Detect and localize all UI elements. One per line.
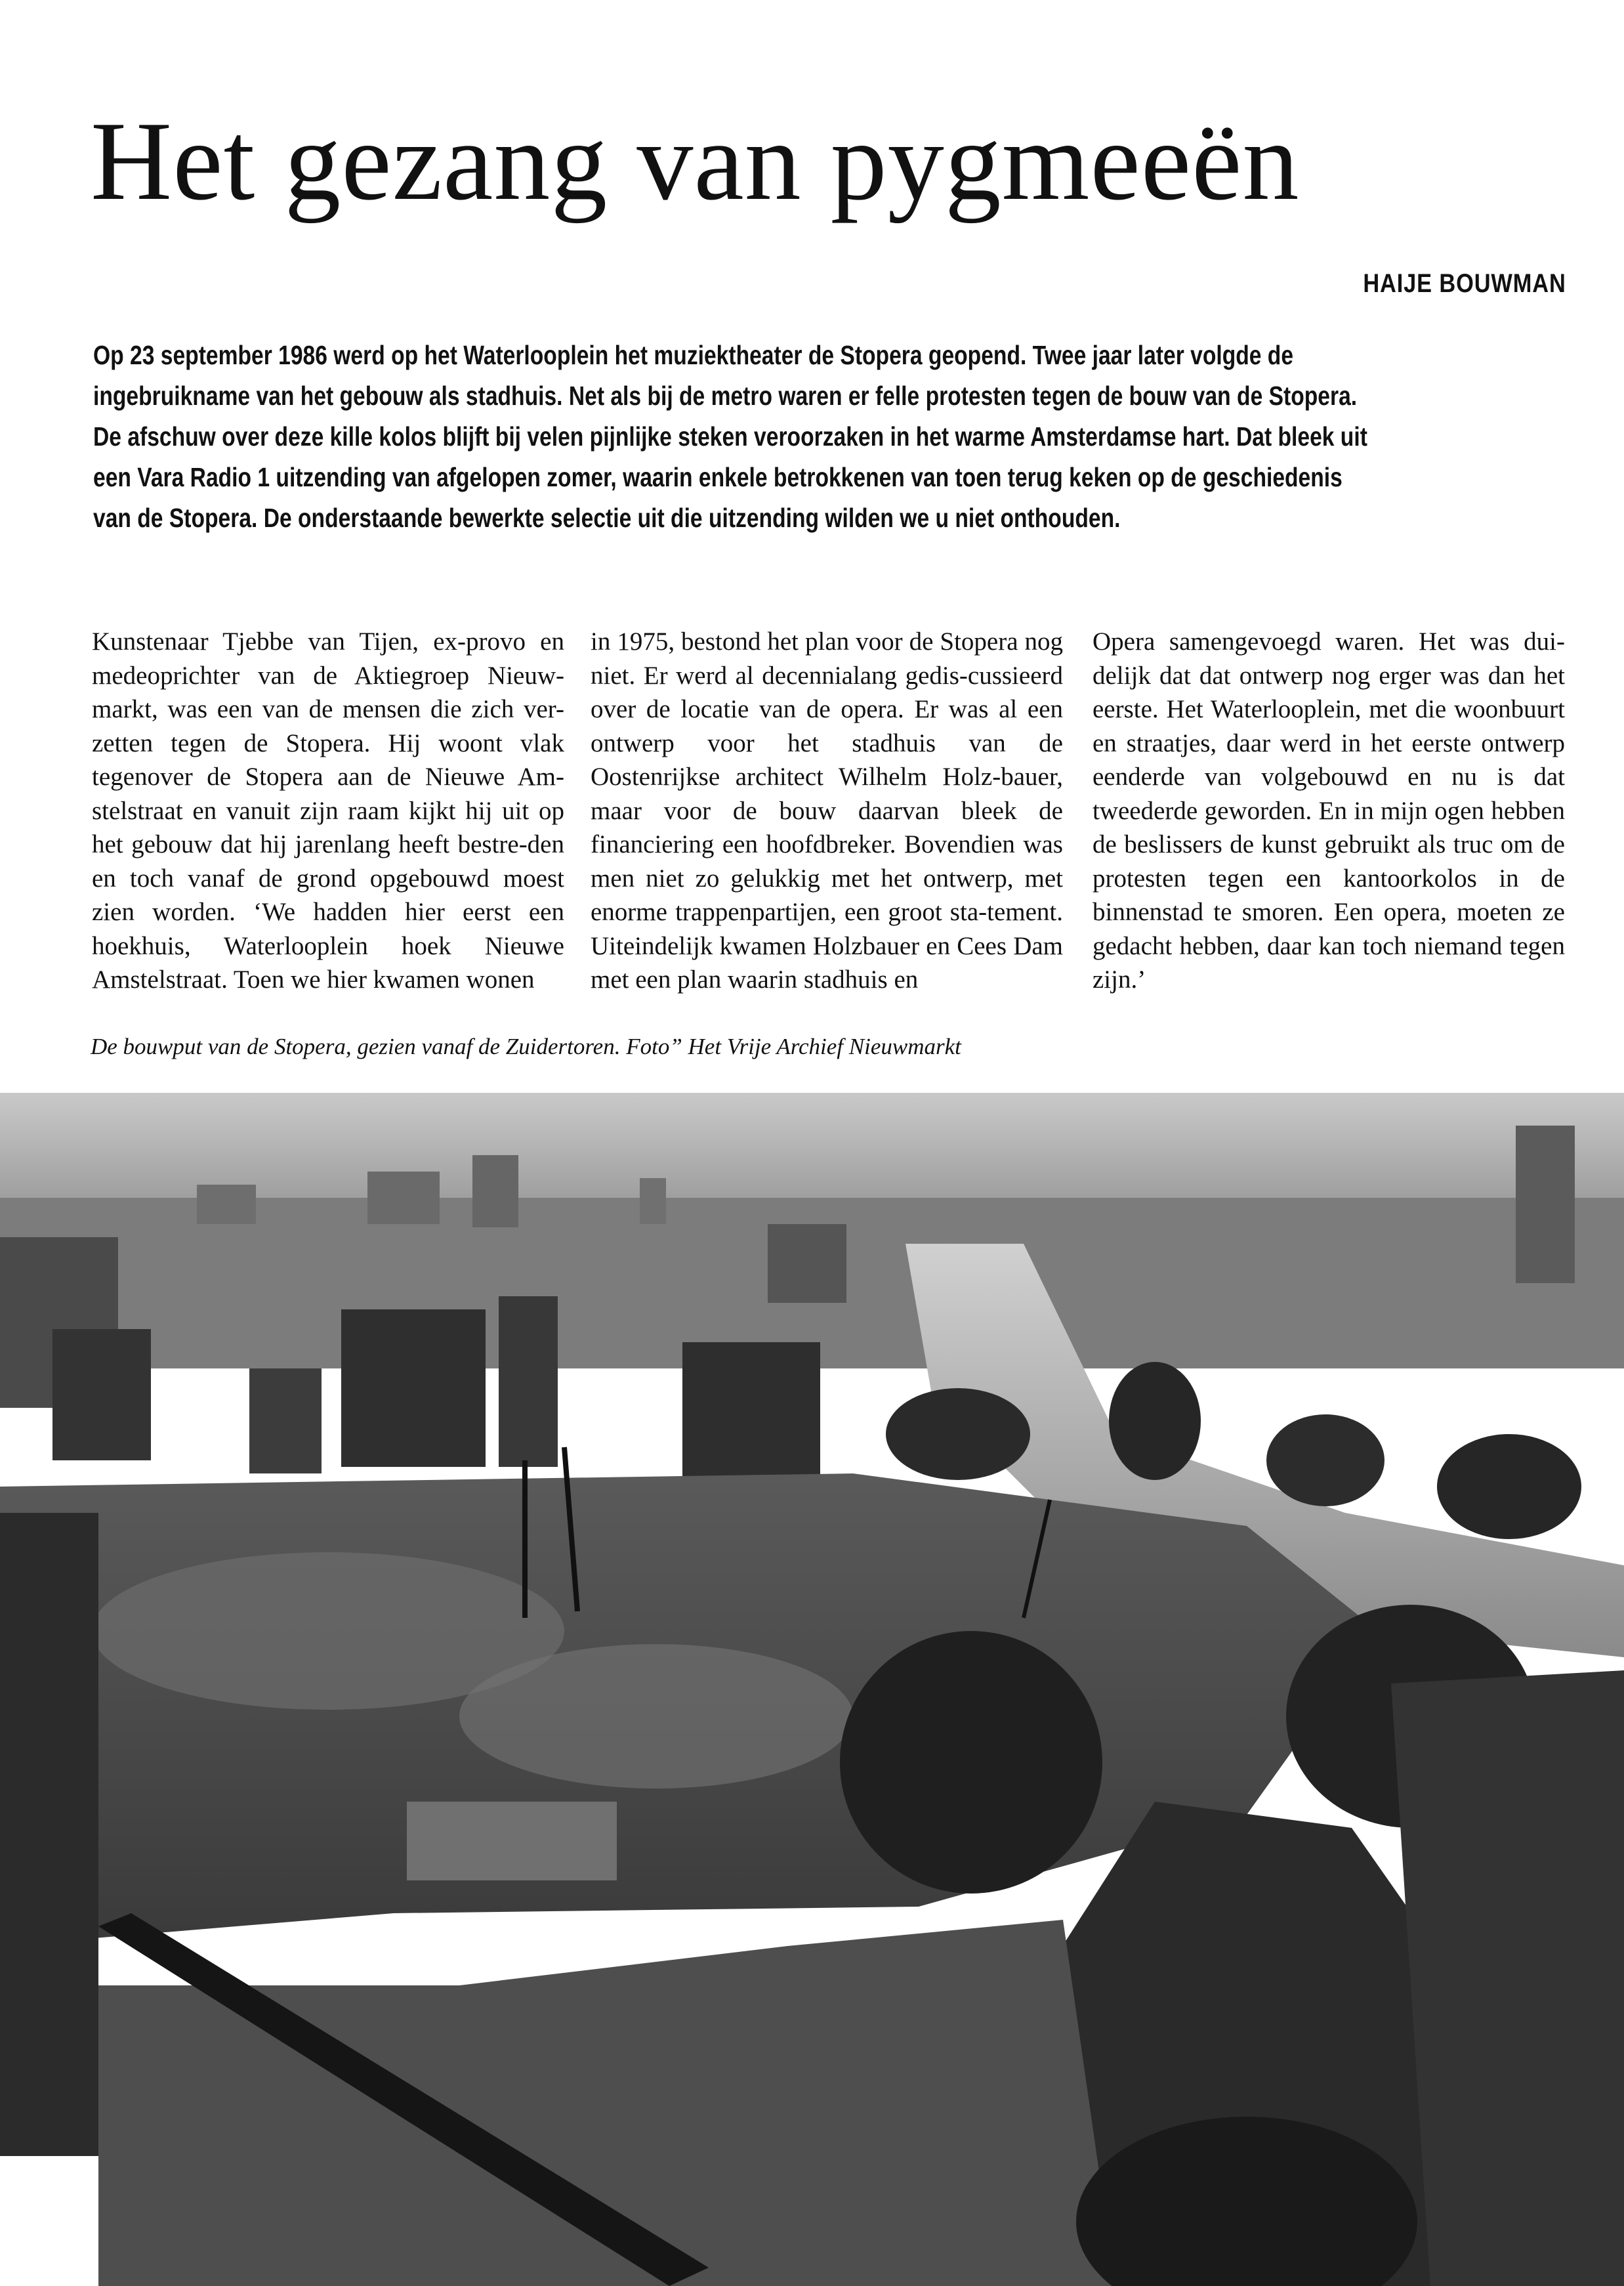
body-column-1: Kunstenaar Tjebbe van Tijen, ex-provo en medeoprichter van de Aktiegroep Nieuw-markt, was een van de mensen die zich ver-zetten tegen de Stopera. Hij woont vlak tegenover de Stopera aan de Nieuwe Am-stelstraat en vanuit zijn raam kijkt hij uit op het gebouw dat hij jarenlang heeft bestre-den en toch vanaf de grond opgebouwd moest zien worden. ‘We hadden hier eerst een hoekhuis, Waterlooplein hoek Nieuwe Amstelstraat. Toen we hier kwamen wonen xyxy=(92,627,564,994)
left-building xyxy=(0,1513,98,2156)
body-column-3: Opera samengevoegd waren. Het was dui-delijk dat dat ontwerp nog erger was dan het eerste. Het Waterlooplein, met die woonbuurt en straatjes, daar werd in het eerste ontwerp eenderde van volgebouwd en nu is dat tweederde geworden. En in mijn ogen hebben de beslissers de kunst gebruikt als truc om de protesten tegen een kantoorkolos in de binnenstad te smoren. Een opera, moeten ze gedacht hebben, daar kan toch niemand tegen zijn.’ xyxy=(1093,627,1565,994)
tower-building xyxy=(1516,1126,1575,1283)
article-body xyxy=(92,625,1575,1005)
construction-site-photo xyxy=(0,1093,1624,2286)
aerial-photo xyxy=(0,1093,1624,2286)
sports-field xyxy=(407,1802,617,1880)
author-byline: HAIJE BOUWMAN xyxy=(1363,269,1566,298)
photo-caption: De bouwput van de Stopera, gezien vanaf de Zuidertoren. Foto” Het Vrije Archief Nieuwmarkt xyxy=(91,1034,961,1059)
article-lede: Op 23 september 1986 werd op het Waterlooplein het muziektheater de Stopera geopend. Twee jaar later volgde de ingebruikname van het gebouw als stadhuis. Net als bij de metro waren er felle protesten tegen de bouw van de Stopera. De afschuw over deze kille kolos blijft bij velen pijnlijke steken veroorzaken in het warme Amsterdamse hart. Dat bleek uit een Vara Radio 1 uitzending van afgelopen zomer, waarin enkele betrokkenen van toen terug keken op de geschiedenis van de Stopera. De onderstaande bewerkte selectie uit die uitzending wilden we u niet onthouden. xyxy=(93,340,1367,533)
body-column-2: in 1975, bestond het plan voor de Stopera nog niet. Er werd al decennialang gedis-cussieerd over de locatie van de opera. Er was al een ontwerp voor het stadhuis van de Oostenrijkse architect Wilhelm Holz-bauer, maar voor de bouw daarvan bleek de financiering een hoofdbreker. Bovendien was men niet zo gelukkig met het ontwerp, met enorme trappenpartijen, een groot sta-tement. Uiteindelijk kwamen Holzbauer en Cees Dam met een plan waarin stadhuis en xyxy=(591,627,1063,994)
article-title: Het gezang van pygmeeën xyxy=(91,99,1300,224)
warehouse-right xyxy=(1391,1670,1624,2286)
domed-church xyxy=(768,1224,846,1303)
